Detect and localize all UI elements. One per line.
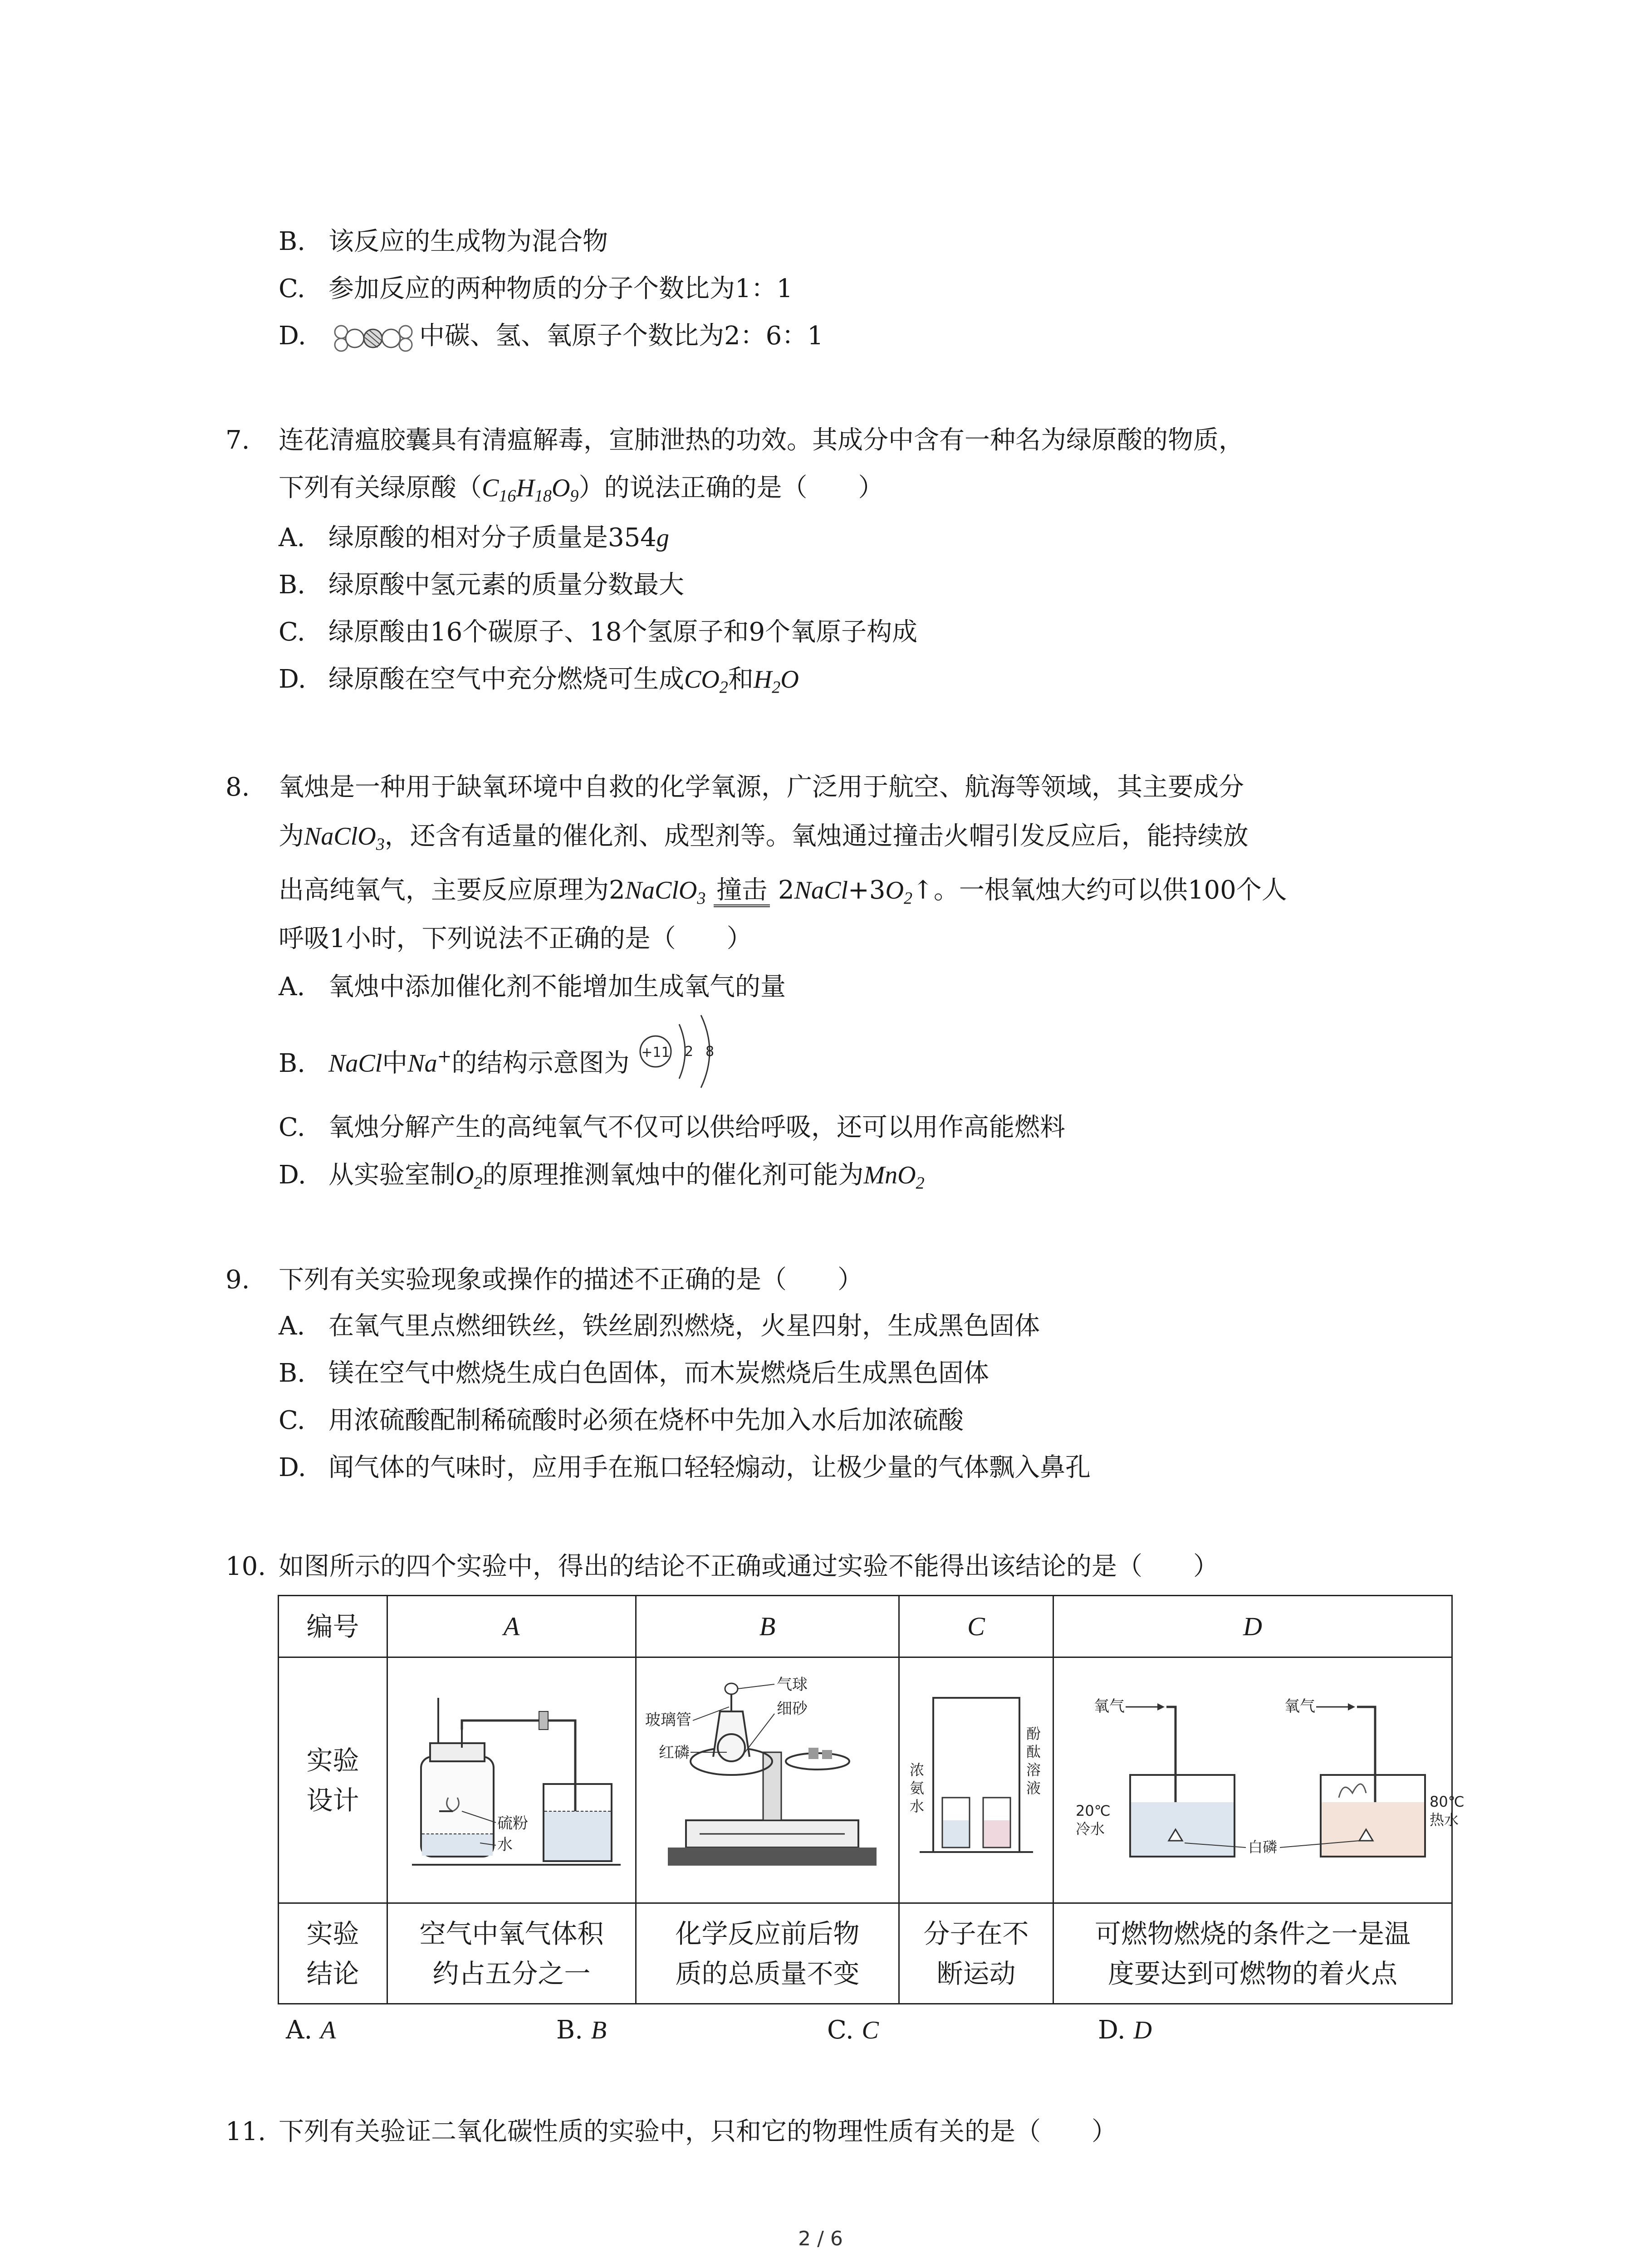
q10-answer-b bbox=[556, 2014, 607, 2047]
header-cell-a: A bbox=[387, 1596, 636, 1657]
molecule-motion-apparatus bbox=[901, 1662, 1051, 1888]
label-ammonia-2: 氨 bbox=[909, 1779, 924, 1797]
nucleus-charge: +11 bbox=[641, 1045, 670, 1061]
subscript: 3 bbox=[697, 889, 706, 908]
conclusion-d bbox=[1053, 1903, 1452, 2004]
option-letter: D. bbox=[279, 321, 306, 351]
shell-2-electrons: 8 bbox=[705, 1044, 715, 1060]
question-text: 如图所示的四个实验中，得出的结论不正确或通过实验不能得出该结论的是（ ） bbox=[279, 1552, 1219, 1581]
question-text: 氧烛是一种用于缺氧环境中自救的化学氧源，广泛用于航空、航海等领域，其主要成分 bbox=[279, 772, 1244, 802]
q9-stem bbox=[225, 1264, 863, 1296]
row-label-conclusion bbox=[279, 1903, 387, 2004]
label-phenolphthalein-2: 酞 bbox=[1026, 1743, 1041, 1760]
label-temp-80: 80℃ bbox=[1430, 1793, 1465, 1810]
q10-answer-c bbox=[827, 2014, 879, 2047]
element: H bbox=[753, 665, 772, 694]
option-value: C bbox=[862, 2016, 879, 2044]
option-text: 的原理推测氧烛中的催化剂可能为 bbox=[482, 1160, 864, 1190]
element: CO bbox=[684, 665, 720, 694]
q7-stem-line2 bbox=[279, 472, 883, 504]
label-oxygen-1: 氧气 bbox=[1094, 1697, 1125, 1716]
subscript: 3 bbox=[376, 835, 385, 854]
reaction-condition bbox=[714, 876, 770, 907]
q8-stem-line1 bbox=[225, 771, 1244, 804]
option-text: 参加反应的两种物质的分子个数比为1：1 bbox=[328, 274, 793, 303]
question-number: 8. bbox=[225, 772, 250, 802]
q9-option-d bbox=[279, 1452, 1091, 1484]
subscript: 16 bbox=[499, 486, 516, 506]
element: O bbox=[456, 1161, 474, 1189]
question-text: ，还含有适量的催化剂、成型剂等。氧烛通过撞击火帽引发反应后，能持续放 bbox=[384, 821, 1249, 851]
label-sand: 细砂 bbox=[776, 1699, 808, 1718]
conclusion-line: 空气中氧气体积 bbox=[419, 1918, 604, 1949]
option-letter: D. bbox=[279, 1160, 306, 1190]
element: O bbox=[885, 876, 904, 904]
formula-o2 bbox=[885, 876, 912, 908]
q7-option-a bbox=[279, 522, 669, 554]
label-red-phosphorus: 红磷 bbox=[658, 1743, 690, 1762]
option-letter: C. bbox=[279, 274, 305, 303]
label-cold-water: 冷水 bbox=[1076, 1820, 1105, 1838]
option-text: 该反应的生成物为混合物 bbox=[328, 227, 608, 256]
option-text: 用浓硫酸配制稀硫酸时必须在烧杯中先加入水后加浓硫酸 bbox=[328, 1406, 964, 1435]
question-number: 7. bbox=[225, 425, 250, 455]
element: NaClO bbox=[304, 822, 376, 850]
option-letter: A. bbox=[279, 523, 305, 552]
q8-option-a bbox=[279, 971, 786, 1003]
option-value: A bbox=[320, 2016, 336, 2044]
figure-d-cell bbox=[1053, 1657, 1465, 1903]
question-text: 呼吸1小时，下列说法不正确的是（ ） bbox=[279, 924, 752, 953]
q11-stem bbox=[225, 2116, 1117, 2148]
table-conclusion-row bbox=[279, 1903, 1452, 2004]
option-text: 氧烛分解产生的高纯氧气不仅可以供给呼吸，还可以用作高能燃料 bbox=[328, 1113, 1065, 1142]
element: NaClO bbox=[625, 876, 697, 904]
q10-answer-a bbox=[286, 2014, 336, 2047]
formula-nacl: NaCl bbox=[328, 1049, 382, 1078]
q8-stem-line3 bbox=[279, 874, 1287, 907]
option-text: 绿原酸在空气中充分燃烧可生成 bbox=[328, 665, 684, 694]
question-text: 下列有关实验现象或操作的描述不正确的是（ ） bbox=[279, 1265, 863, 1295]
formula-mno2 bbox=[863, 1161, 925, 1193]
question-text: 为 bbox=[279, 821, 304, 851]
question-text: 下列有关绿原酸（ bbox=[279, 473, 482, 503]
element: MnO bbox=[863, 1161, 916, 1189]
question-number: 11. bbox=[225, 2117, 266, 2146]
formula-h2o bbox=[753, 665, 799, 697]
molecule-icon bbox=[328, 322, 419, 354]
formula-na-ion: Na bbox=[407, 1049, 437, 1078]
table-design-row bbox=[279, 1657, 1452, 1903]
option-letter: C. bbox=[279, 617, 305, 647]
option-letter: D. bbox=[1098, 2015, 1126, 2045]
option-letter: B. bbox=[279, 1359, 305, 1388]
q8-option-d bbox=[279, 1159, 925, 1192]
formula-nacl: NaCl bbox=[794, 876, 848, 904]
table-header-row bbox=[279, 1596, 1452, 1657]
row-label-design bbox=[279, 1657, 387, 1903]
condition-text: 撞击 bbox=[716, 875, 768, 905]
label-ammonia-1: 浓 bbox=[909, 1761, 924, 1779]
option-text: 绿原酸中氢元素的质量分数最大 bbox=[328, 570, 684, 600]
conclusion-a bbox=[387, 1903, 636, 2004]
subscript: 2 bbox=[772, 678, 781, 697]
option-letter: D. bbox=[279, 1453, 306, 1482]
q7-option-c bbox=[279, 616, 917, 649]
label-phenolphthalein-4: 液 bbox=[1026, 1779, 1041, 1797]
atom-structure-diagram bbox=[637, 1006, 733, 1097]
subscript: 2 bbox=[719, 678, 728, 697]
label-water: 水 bbox=[497, 1835, 513, 1854]
conclusion-c bbox=[899, 1903, 1053, 2004]
option-text: 的结构示意图为 bbox=[451, 1048, 630, 1078]
subscript: 2 bbox=[474, 1173, 483, 1193]
label-balloon: 气球 bbox=[776, 1675, 808, 1694]
option-text: 绿原酸由16个碳原子、18个氢原子和9个氧原子构成 bbox=[328, 617, 918, 647]
q7-stem-line1 bbox=[225, 424, 1244, 457]
element-h: H bbox=[516, 474, 534, 502]
option-text: 在氧气里点燃细铁丝，铁丝剧烈燃烧，火星四射，生成黑色固体 bbox=[328, 1311, 1040, 1341]
option-text: 从实验室制 bbox=[328, 1160, 456, 1190]
question-text: 出高纯氧气，主要反应原理为2 bbox=[279, 875, 625, 905]
subscript: 18 bbox=[534, 486, 552, 506]
conclusion-line: 分子在不 bbox=[923, 1918, 1029, 1949]
label-sulfur-powder: 硫粉 bbox=[497, 1814, 528, 1833]
mass-conservation-apparatus bbox=[641, 1662, 895, 1888]
combustion-condition-apparatus bbox=[1058, 1662, 1465, 1888]
option-text: 和 bbox=[728, 665, 754, 694]
conclusion-b bbox=[636, 1903, 899, 2004]
q7-option-b bbox=[279, 569, 684, 601]
header-cell-number: 编号 bbox=[279, 1596, 387, 1657]
option-letter: A. bbox=[286, 2015, 313, 2045]
option-text: 中碳、氢、氧原子个数比为2：6：1 bbox=[419, 321, 823, 351]
gas-arrow: ↑ bbox=[912, 875, 934, 905]
label-temp-20: 20℃ bbox=[1076, 1802, 1111, 1819]
formula-chlorogenic-acid bbox=[482, 474, 579, 506]
question-text: 。一根氧烛大约可以供100个人 bbox=[933, 875, 1287, 905]
element-c: C bbox=[482, 474, 499, 502]
coefficient: 2 bbox=[778, 875, 794, 905]
conclusion-line: 断运动 bbox=[936, 1958, 1016, 1989]
q9-option-a bbox=[279, 1310, 1040, 1343]
option-letter: C. bbox=[279, 1113, 305, 1142]
question-text: ）的说法正确的是（ ） bbox=[578, 473, 884, 503]
q8-option-c bbox=[279, 1111, 1065, 1144]
conclusion-line: 度要达到可燃物的着火点 bbox=[1107, 1958, 1397, 1989]
conclusion-line: 可燃物燃烧的条件之一是温 bbox=[1094, 1918, 1411, 1949]
option-letter: A. bbox=[279, 1311, 305, 1341]
option-letter: C. bbox=[827, 2015, 854, 2045]
q8-stem-line4 bbox=[279, 923, 752, 955]
subscript: 2 bbox=[916, 1173, 925, 1193]
subscript: 9 bbox=[570, 486, 579, 506]
question-text: 连花清瘟胶囊具有清瘟解毒，宣肺泄热的功效。其成分中含有一种名为绿原酸的物质， bbox=[279, 425, 1244, 455]
q6-option-c bbox=[279, 273, 793, 305]
option-letter: B. bbox=[279, 570, 305, 600]
option-text: 中 bbox=[382, 1048, 408, 1078]
subscript: 2 bbox=[903, 889, 912, 908]
figure-b-cell bbox=[636, 1657, 899, 1903]
label-line: 结论 bbox=[306, 1958, 359, 1989]
option-letter: D. bbox=[279, 665, 306, 694]
conclusion-line: 质的总质量不变 bbox=[675, 1958, 860, 1989]
q8-option-b bbox=[279, 1033, 733, 1097]
label-hot-water: 热水 bbox=[1430, 1811, 1459, 1828]
formula-co2 bbox=[684, 665, 728, 697]
figure-c-cell bbox=[899, 1657, 1053, 1903]
q10-answer-d bbox=[1098, 2014, 1152, 2047]
option-letter: B. bbox=[279, 1048, 305, 1078]
unit: g bbox=[656, 524, 669, 552]
option-letter: A. bbox=[279, 972, 305, 1002]
q9-option-c bbox=[279, 1404, 964, 1437]
label-white-phosphorus: 白磷 bbox=[1248, 1838, 1278, 1856]
question-number: 10. bbox=[225, 1552, 266, 1581]
conclusion-line: 约占五分之一 bbox=[432, 1958, 591, 1989]
oxygen-volume-apparatus bbox=[394, 1662, 630, 1888]
option-letter: B. bbox=[556, 2015, 583, 2045]
question-text: 下列有关验证二氧化碳性质的实验中，只和它的物理性质有关的是（ ） bbox=[279, 2117, 1117, 2146]
label-phenolphthalein-1: 酚 bbox=[1026, 1725, 1041, 1742]
figure-a-cell bbox=[387, 1657, 636, 1903]
element-o: O bbox=[551, 474, 570, 502]
q7-option-d bbox=[279, 663, 799, 696]
header-cell-b: B bbox=[636, 1596, 899, 1657]
option-value: B bbox=[591, 2016, 607, 2044]
option-text: 闻气体的气味时，应用手在瓶口轻轻煽动，让极少量的气体飘入鼻孔 bbox=[328, 1453, 1091, 1482]
option-text: 氧烛中添加催化剂不能增加生成氧气的量 bbox=[328, 972, 786, 1002]
formula-o2 bbox=[456, 1161, 483, 1193]
option-text: 绿原酸的相对分子质量是354 bbox=[328, 523, 656, 552]
equation-reactant bbox=[625, 876, 706, 908]
q6-option-d bbox=[279, 320, 823, 354]
header-cell-d: D bbox=[1053, 1596, 1452, 1657]
q9-option-b bbox=[279, 1357, 989, 1390]
label-line: 设计 bbox=[306, 1784, 359, 1816]
label-line: 实验 bbox=[306, 1918, 359, 1949]
option-letter: B. bbox=[279, 227, 305, 256]
label-ammonia-3: 水 bbox=[909, 1797, 924, 1815]
option-value: D bbox=[1133, 2016, 1152, 2044]
experiment-table bbox=[278, 1595, 1465, 2004]
ion-charge: + bbox=[437, 1046, 452, 1066]
element: O bbox=[780, 665, 799, 694]
header-cell-c: C bbox=[899, 1596, 1053, 1657]
q10-stem bbox=[225, 1550, 1219, 1583]
page-number: 2 / 6 bbox=[798, 2227, 843, 2250]
label-oxygen-2: 氧气 bbox=[1284, 1697, 1315, 1716]
label-phenolphthalein-3: 溶 bbox=[1026, 1761, 1041, 1779]
label-glass-tube: 玻璃管 bbox=[645, 1711, 691, 1729]
q6-option-b bbox=[279, 225, 608, 258]
formula-naclo3 bbox=[304, 822, 385, 854]
shell-1-electrons: 2 bbox=[685, 1044, 694, 1060]
option-text: 镁在空气中燃烧生成白色固体，而木炭燃烧后生成黑色固体 bbox=[328, 1359, 989, 1388]
option-letter: C. bbox=[279, 1406, 305, 1435]
label-line: 实验 bbox=[306, 1745, 359, 1776]
question-number: 9. bbox=[225, 1265, 250, 1295]
q8-stem-line2 bbox=[279, 820, 1249, 853]
conclusion-line: 化学反应前后物 bbox=[675, 1918, 860, 1949]
coefficient: +3 bbox=[847, 875, 886, 905]
